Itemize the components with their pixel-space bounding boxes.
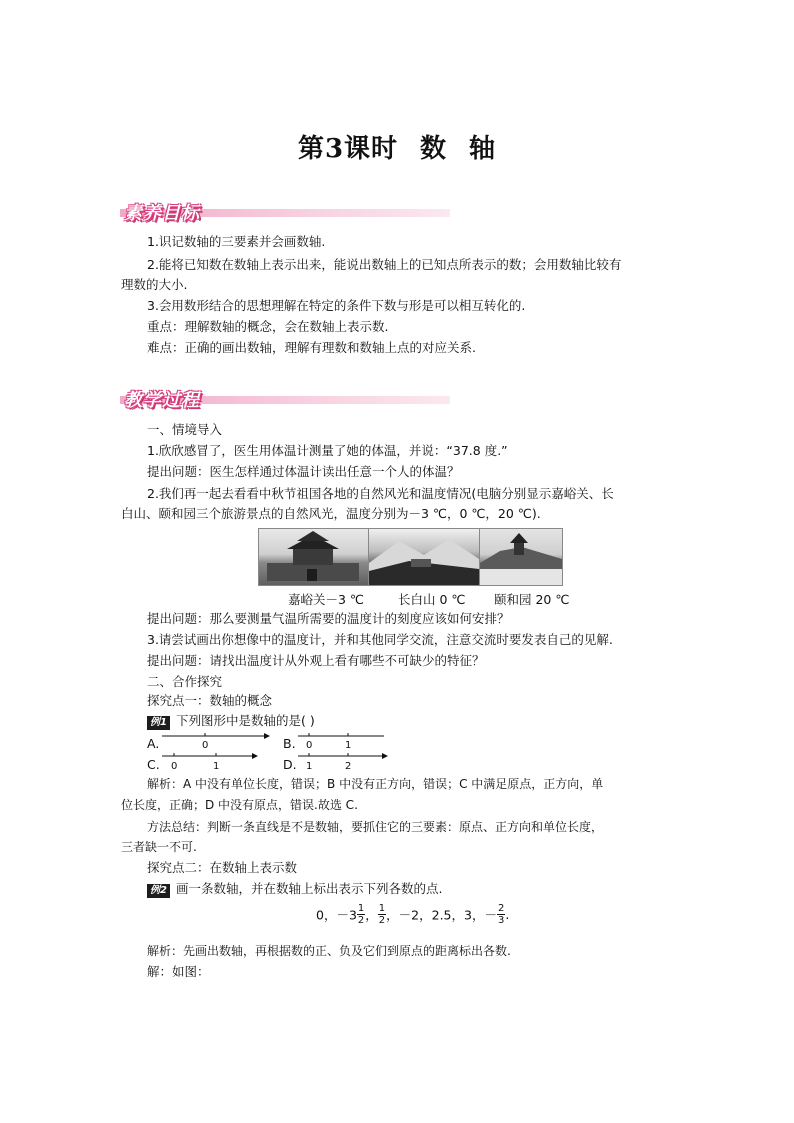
fraction-numerator: 2 [497, 903, 505, 914]
numbers-end: . [505, 907, 510, 922]
example-2-solution: 解：如图： [147, 964, 210, 979]
caption-jiayuguan: 嘉峪关－3 ℃ [288, 592, 364, 607]
jiayuguan-photo [258, 528, 369, 586]
key-point: 重点：理解数轴的概念，会在数轴上表示数. [147, 319, 389, 334]
intro-question-1: 提出问题：医生怎样通过体温计读出任意一个人的体温？ [147, 464, 460, 479]
intro-line-1: 1.欣欣感冒了，医生用体温计测量了她的体温，并说：“37.8 度.” [147, 443, 508, 458]
example-1-analysis-1: 解析：A 中没有单位长度，错误；B 中没有正方向，错误；C 中满足原点，正方向，单 [147, 777, 604, 791]
question-scale: 提出问题：那么要测量气温所需要的温度计的刻度应该如何安排？ [147, 611, 510, 626]
section-banner-process [120, 388, 460, 410]
fraction-numerator: 1 [378, 903, 386, 914]
example-1-badge: 例1 [147, 716, 170, 730]
fortress-illustration [259, 529, 368, 585]
option-c-axis [160, 750, 258, 772]
tick-label: 2 [345, 761, 352, 772]
method-summary-1: 方法总结：判断一条直线是不是数轴，要抓住它的三要素：原点、正方向和单位长度， [147, 820, 604, 834]
banner-label: 教学过程 [124, 390, 200, 411]
tick-label: 1 [213, 761, 220, 772]
title-word1: 数 [420, 134, 448, 164]
palace-illustration [480, 529, 562, 585]
example-1-text: 下列图形中是数轴的是( ) [175, 713, 315, 728]
example-2-text: 画一条数轴，并在数轴上标出表示下列各数的点. [175, 881, 443, 896]
example-2-badge: 例2 [147, 884, 170, 898]
explore-point-2: 探究点二：在数轴上表示数 [147, 860, 298, 875]
changbaishan-photo [368, 528, 480, 586]
fraction-denominator: 3 [497, 915, 505, 926]
method-summary-2: 三者缺一不可. [121, 840, 197, 854]
intro-line-3: 白山、颐和园三个旅游景点的自然风光，温度分别为－3 ℃，0 ℃，20 ℃). [121, 506, 541, 521]
explore-point-1: 探究点一：数轴的概念 [147, 693, 273, 708]
banner-label: 素养目标 [124, 203, 200, 224]
axis-arrow [252, 753, 258, 759]
tick-label: 0 [171, 761, 178, 772]
example-2-analysis: 解析：先画出数轴，再根据数的正、负及它们到原点的距离标出各数. [147, 944, 511, 958]
page-title [0, 128, 794, 165]
mixed-numerator: 1 [357, 903, 365, 914]
difficult-point: 难点：正确的画出数轴，理解有理数和数轴上点的对应关系. [147, 340, 476, 355]
intro-heading: 一、情境导入 [147, 422, 223, 437]
example-1-question [147, 712, 315, 730]
option-a-axis [160, 733, 270, 751]
numbers-middle: ，－2，2.5，3，－ [386, 907, 497, 923]
option-b-label: B. [283, 736, 296, 751]
option-a-label: A. [147, 736, 160, 751]
tick-label: 0 [202, 740, 209, 751]
tick-label: 1 [345, 740, 352, 751]
axis-arrow [264, 733, 270, 739]
mountain-illustration [369, 529, 479, 585]
caption-yiheyuan: 颐和园 20 ℃ [494, 592, 570, 607]
example-2-question [147, 880, 442, 898]
intro-line-4: 3.请尝试画出你想像中的温度计，并和其他同学交流，注意交流时要发表自己的见解. [147, 632, 613, 647]
option-d-label: D. [283, 757, 297, 772]
goal-line-4: 3.会用数形结合的思想理解在特定的条件下数与形是可以相互转化的. [147, 298, 526, 313]
caption-changbaishan: 长白山 0 ℃ [398, 592, 466, 607]
goal-line-2: 2.能将已知数在数轴上表示出来，能说出数轴上的已知点所表示的数；会用数轴比较有 [147, 257, 622, 272]
yiheyuan-photo [479, 528, 563, 586]
mixed-denominator: 2 [357, 915, 365, 926]
option-c-label: C. [147, 757, 160, 772]
option-b-axis [296, 733, 386, 751]
section-banner-goals [120, 201, 460, 223]
title-lesson: 第3课时 [297, 134, 399, 164]
tick-label: 1 [306, 761, 313, 772]
fraction-half [378, 903, 386, 926]
question-features: 提出问题：请找出温度计从外观上看有哪些不可缺少的特征？ [147, 653, 485, 668]
fraction-denominator: 2 [378, 915, 386, 926]
option-d-axis [296, 750, 388, 772]
explore-heading: 二、合作探究 [147, 674, 223, 689]
goal-line-3: 理数的大小. [121, 277, 188, 292]
intro-line-2: 2.我们再一起去看看中秋节祖国各地的自然风光和温度情况(电脑分别显示嘉峪关、长 [147, 486, 614, 501]
example-1-analysis-2: 位长度，正确；D 中没有原点，错误.故选 C. [121, 798, 358, 812]
goal-line-1: 1.识记数轴的三要素并会画数轴. [147, 234, 326, 249]
numbers-first: 0，－3 [316, 907, 357, 923]
title-word2: 轴 [469, 134, 497, 164]
tick-label: 0 [306, 740, 313, 751]
axis-arrow [382, 753, 388, 759]
number-list: 0，－3 $\frac{1}{2}$ ， $\frac{1}{2}$ ，－2，2.5，3，－ $\frac{2}{3}$ . [316, 903, 510, 926]
